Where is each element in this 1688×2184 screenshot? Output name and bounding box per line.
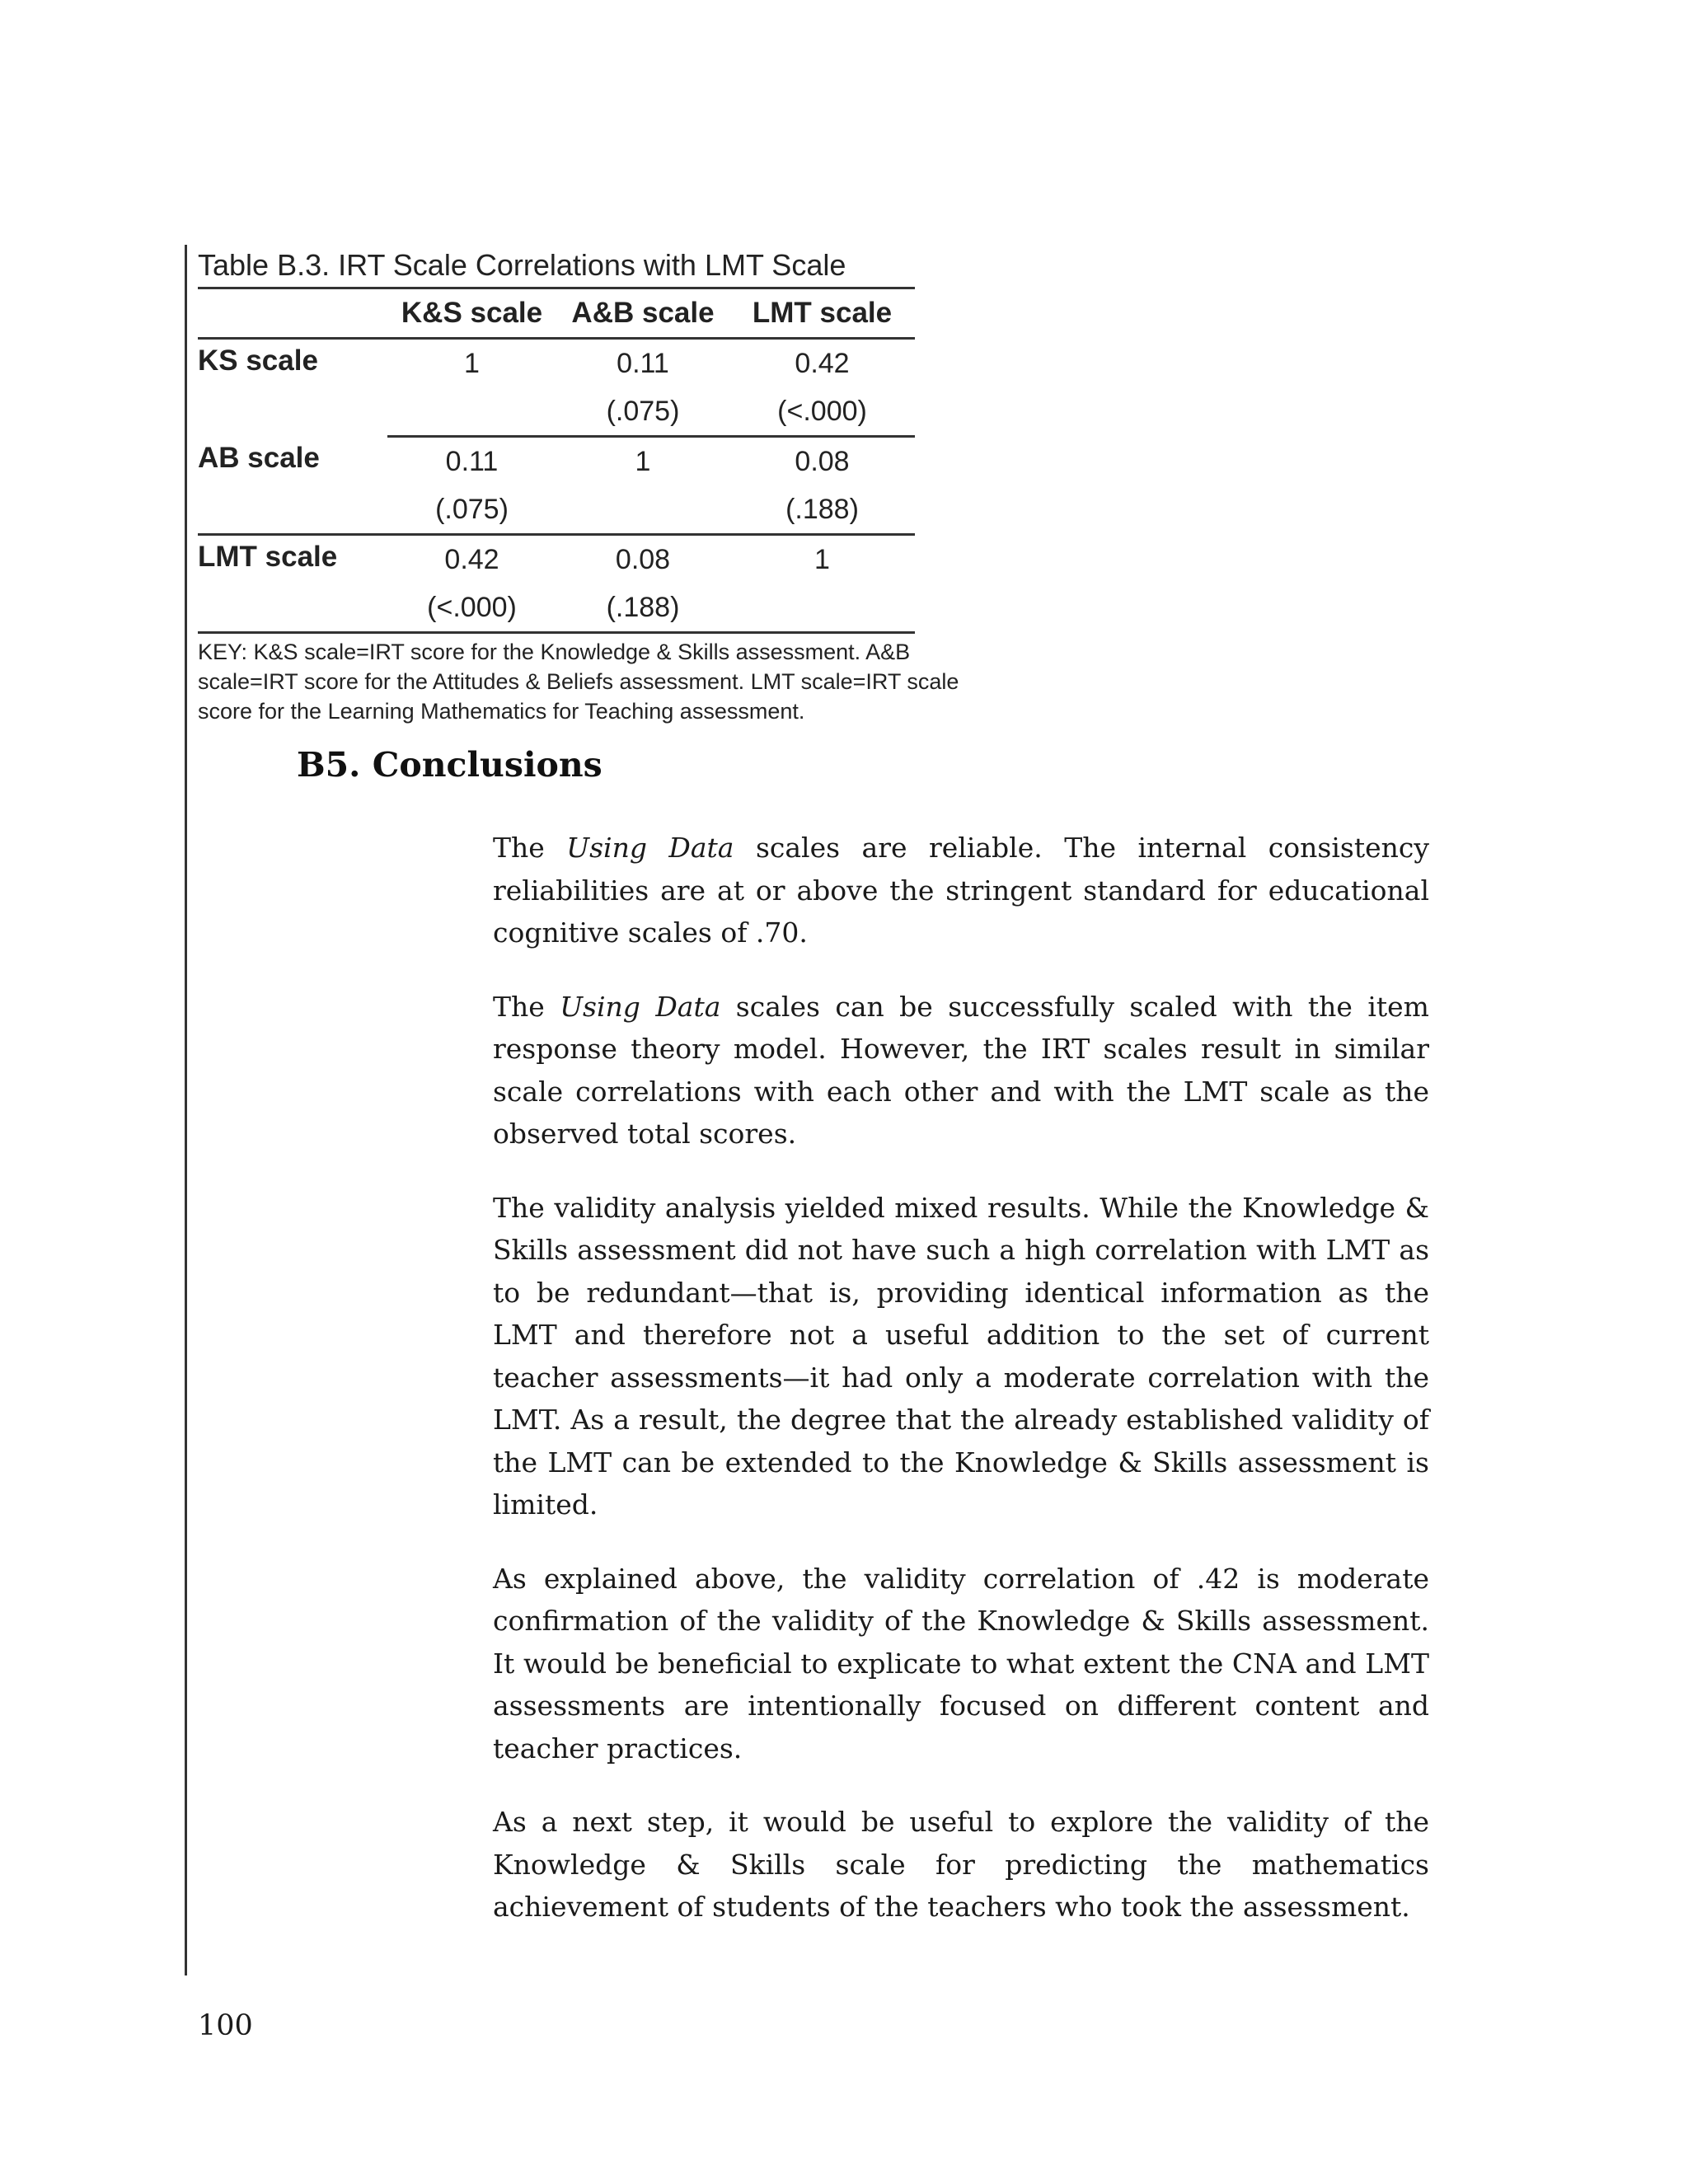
table-row — [198, 535, 915, 584]
conclusions-body — [493, 827, 1429, 1960]
row-label-lmt: LMT scale — [198, 535, 387, 633]
header-ks: K&S scale — [387, 289, 556, 339]
table-cell: 0.11 — [445, 445, 499, 477]
paragraph: As explained above, the validity correlation of .42 is moderate confirmation of the validity of the Knowledge & Skills assessment. It would be beneficial to explicate to what extent the CNA and LMT assessments are intentionally focused on different content and teacher practices. — [493, 1562, 1429, 1765]
header-ab: A&B scale — [556, 289, 729, 339]
table-cell: (.188) — [556, 583, 729, 633]
margin-rule — [185, 245, 187, 1975]
table-cell — [556, 485, 729, 535]
table-cell — [387, 387, 556, 437]
row-label-ab: AB scale — [198, 437, 387, 535]
correlation-table-block — [198, 247, 989, 726]
table-cell: (<.000) — [729, 387, 915, 437]
table-cell: 1 — [635, 445, 651, 477]
table-cell: 1 — [464, 347, 480, 379]
table-header-row — [198, 289, 915, 339]
paragraph: The Using Data scales are reliable. The internal consistency reliabilities are at or above the stringent standard for educational cognitive scales of .70. — [493, 832, 1429, 949]
table-row — [198, 437, 915, 486]
paragraph: The Using Data scales can be successfully scaled with the item response theory model. However, the IRT scales result in similar scale correlations with each other and with the LMT scale as the observed total scores. — [493, 990, 1429, 1150]
table-caption: Table B.3. IRT Scale Correlations with LMT Scale — [198, 247, 915, 289]
table-cell: 0.42 — [795, 347, 850, 379]
table-key-note: KEY: K&S scale=IRT score for the Knowledge & Skills assessment. A&B scale=IRT score for the Attitudes & Beliefs assessment. LMT scale=IRT scale score for the Learning Mathematics for Teaching assessment. — [198, 640, 959, 724]
page-number: 100 — [198, 2009, 253, 2042]
correlation-table — [198, 289, 915, 634]
header-lmt: LMT scale — [729, 289, 915, 339]
table-cell: 0.11 — [617, 347, 669, 379]
table-cell: 0.42 — [444, 543, 499, 575]
row-label-ks: KS scale — [198, 344, 318, 377]
table-cell: 0.08 — [795, 445, 850, 477]
table-cell: (.075) — [556, 387, 729, 437]
section-heading: B5. Conclusions — [297, 745, 603, 785]
table-cell: 0.08 — [615, 543, 671, 575]
table-cell: (.075) — [387, 485, 556, 535]
paragraph: The validity analysis yielded mixed results. While the Knowledge & Skills assessment did not have such a high correlation with LMT as to be redundant—that is, providing identical information as the LMT and therefore not a useful addition to the set of current teacher assessments—it had only a moderate correlation with the LMT. As a result, the degree that the already established validity of the LMT can be extended to the Knowledge & Skills assessment is limited. — [493, 1191, 1429, 1521]
table-cell: 1 — [814, 543, 830, 575]
table-cell: (<.000) — [387, 583, 556, 633]
paragraph: As a next step, it would be useful to explore the validity of the Knowledge & Skills scale for predicting the mathematics achievement of students of the teachers who took the assessment. — [493, 1806, 1429, 1923]
table-cell — [729, 583, 915, 633]
header-corner — [198, 289, 387, 339]
table-cell: (.188) — [729, 485, 915, 535]
table-row — [198, 339, 915, 388]
